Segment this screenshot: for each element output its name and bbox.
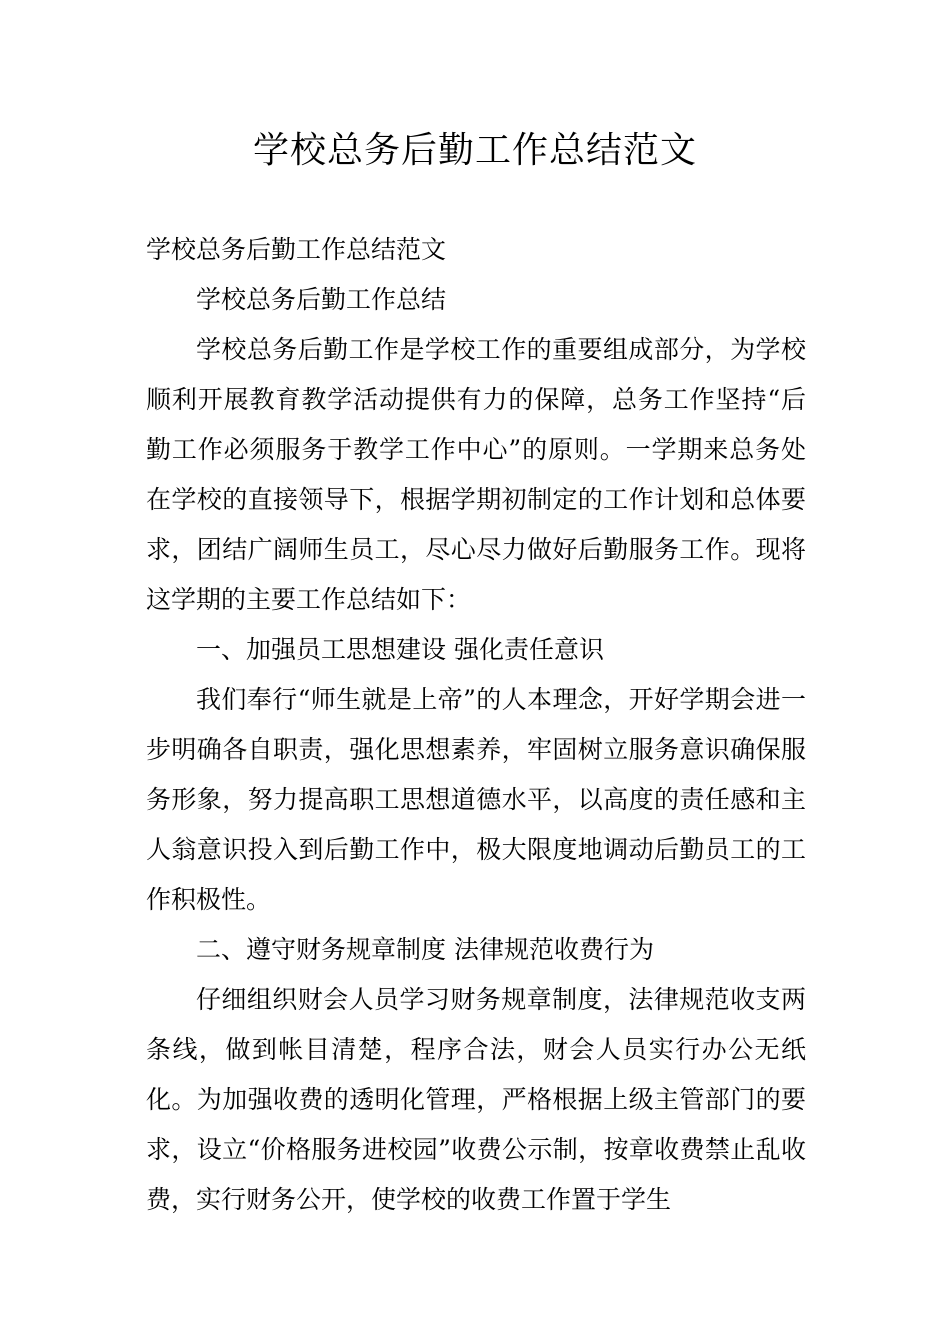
document-title: 学校总务后勤工作总结范文: [252, 130, 697, 171]
paragraph-subtitle: 学校总务后勤工作总结范文: [146, 235, 447, 264]
paragraph-section-2: 仔细组织财会人员学习财务规章制度，法律规范收支两条线，做到帐目清楚，程序合法，财会人员实行办公无纸化。为加强收费的透明化管理，严格根据上级主管部门的要求，设立“价格服务进校园”收费公示制，按章收费禁止乱收费，实行财务公开，使学校的收费工作置于学生: [146, 985, 806, 1214]
section-heading-2: 二、遵守财务规章制度 法律规范收费行为: [196, 935, 654, 964]
paragraph-section-1: 我们奉行“师生就是上帝”的人本理念，开好学期会进一步明确各自职责，强化思想素养，牢固树立服务意识确保服务形象，努力提高职工思想道德水平，以高度的责任感和主人翁意识投入到后勤工作中，极大限度地调动后勤员工的工作积极性。: [146, 685, 806, 914]
document-body: [146, 225, 806, 1225]
section-heading-1: 一、加强员工思想建设 强化责任意识: [196, 635, 604, 664]
paragraph-intro: 学校总务后勤工作是学校工作的重要组成部分，为学校顺利开展教育教学活动提供有力的保障，总务工作坚持“后勤工作必须服务于教学工作中心”的原则。一学期来总务处在学校的直接领导下，根据学期初制定的工作计划和总体要求，团结广阔师生员工，尽心尽力做好后勤服务工作。现将这学期的主要工作总结如下：: [146, 335, 806, 614]
paragraph-heading-summary: 学校总务后勤工作总结: [196, 285, 447, 314]
